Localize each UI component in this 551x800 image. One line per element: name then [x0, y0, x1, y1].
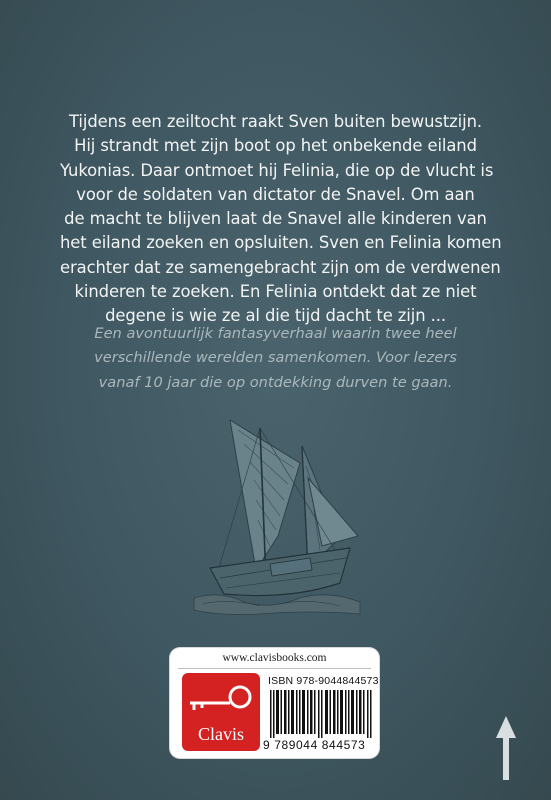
barcode [270, 690, 374, 738]
tagline-text [60, 322, 491, 395]
tagline-line: vanaf 10 jaar die op ontdekking durven te gaan. [98, 373, 453, 391]
tagline-line: verschillende werelden samenkomen. Voor lezers [94, 349, 457, 367]
divider [178, 668, 371, 669]
blurb-line: Yukonias. Daar ontmoet hij Felinia, die op de vlucht is [60, 160, 494, 180]
publisher-website[interactable]: www.clavisbooks.com [222, 652, 327, 664]
barcode-digits: 9 789044 844573 [263, 738, 366, 752]
barcode-box [170, 648, 379, 758]
tagline-line: Een avontuurlijk fantasyverhaal waarin twee heel [94, 325, 457, 342]
arrow-up-icon [494, 716, 518, 780]
blurb-line: degene is wie ze al die tijd dacht te zijn ... [105, 306, 446, 326]
blurb-line: kinderen te zoeken. En Felinia ontdekt dat ze niet [74, 282, 477, 302]
publisher-name: Clavis [197, 724, 244, 744]
blurb-text [60, 110, 502, 329]
blurb-line: Tijdens een zeiltocht raakt Sven buiten bewustzijn. [69, 112, 482, 131]
blurb-line: voor de soldaten van dictator de Snavel. Om aan [76, 184, 475, 204]
blurb-line: het eiland zoeken en opsluiten. Sven en Felinia komen [60, 233, 502, 253]
sailboat-illustration [190, 418, 370, 618]
blurb-line: Hij strandt met zijn boot op het onbekende eiland [74, 136, 477, 156]
blurb-line: erachter dat ze samengebracht zijn om de verdwenen [60, 257, 501, 277]
blurb-line: de macht te blijven laat de Snavel alle kinderen van [64, 209, 487, 229]
publisher-logo [182, 673, 260, 751]
isbn-label: ISBN 978-9044844573 [268, 675, 379, 687]
key-icon [182, 673, 260, 721]
